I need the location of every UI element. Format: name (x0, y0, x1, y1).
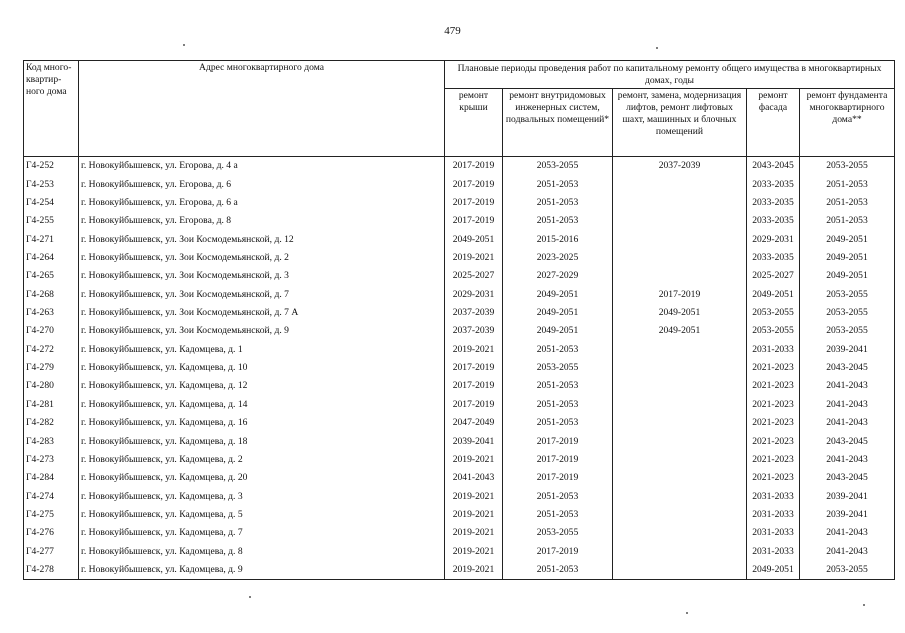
cell-facade: 2049-2051 (747, 285, 800, 303)
cell-foundation: 2051-2053 (800, 194, 895, 212)
table-row (24, 377, 895, 395)
cell-address: г. Новокуйбышевск, ул. Зои Космодемьянской, д. 7 А (79, 304, 445, 322)
cell-engineering: 2053-2055 (503, 524, 613, 542)
cell-engineering: 2023-2025 (503, 249, 613, 267)
cell-roof: 2017-2019 (445, 156, 503, 175)
cell-address: г. Новокуйбышевск, ул. Кадомцева, д. 20 (79, 469, 445, 487)
cell-foundation: 2053-2055 (800, 322, 895, 340)
cell-roof: 2041-2043 (445, 469, 503, 487)
cell-code: Г4-273 (24, 450, 79, 468)
cell-engineering: 2027-2029 (503, 267, 613, 285)
cell-code: Г4-276 (24, 524, 79, 542)
cell-elevators (613, 395, 747, 413)
cell-code: Г4-275 (24, 506, 79, 524)
cell-code: Г4-252 (24, 156, 79, 175)
cell-facade: 2033-2035 (747, 249, 800, 267)
cell-engineering: 2049-2051 (503, 285, 613, 303)
cell-facade: 2031-2033 (747, 542, 800, 560)
cell-address: г. Новокуйбышевск, ул. Кадомцева, д. 1 (79, 340, 445, 358)
cell-code: Г4-255 (24, 212, 79, 230)
cell-foundation: 2039-2041 (800, 487, 895, 505)
cell-elevators (613, 249, 747, 267)
cell-elevators (613, 414, 747, 432)
cell-roof: 2019-2021 (445, 524, 503, 542)
cell-engineering: 2017-2019 (503, 450, 613, 468)
cell-address: г. Новокуйбышевск, ул. Зои Космодемьянской, д. 3 (79, 267, 445, 285)
cell-roof: 2019-2021 (445, 450, 503, 468)
cell-engineering: 2051-2053 (503, 561, 613, 580)
table-row (24, 414, 895, 432)
cell-elevators: 2017-2019 (613, 285, 747, 303)
cell-roof: 2037-2039 (445, 322, 503, 340)
table-row (24, 285, 895, 303)
cell-engineering: 2017-2019 (503, 469, 613, 487)
cell-foundation: 2053-2055 (800, 304, 895, 322)
header-roof: ремонт крыши (445, 88, 503, 156)
cell-engineering: 2017-2019 (503, 432, 613, 450)
cell-code: Г4-278 (24, 561, 79, 580)
table-row (24, 506, 895, 524)
cell-roof: 2019-2021 (445, 487, 503, 505)
cell-facade: 2053-2055 (747, 322, 800, 340)
cell-foundation: 2049-2051 (800, 230, 895, 248)
table-row (24, 542, 895, 560)
cell-code: Г4-280 (24, 377, 79, 395)
cell-foundation: 2049-2051 (800, 267, 895, 285)
cell-elevators (613, 524, 747, 542)
cell-facade: 2021-2023 (747, 359, 800, 377)
table-row (24, 561, 895, 580)
cell-address: г. Новокуйбышевск, ул. Егорова, д. 6 а (79, 194, 445, 212)
cell-elevators (613, 432, 747, 450)
cell-foundation: 2043-2045 (800, 359, 895, 377)
cell-foundation: 2041-2043 (800, 414, 895, 432)
cell-code: Г4-281 (24, 395, 79, 413)
cell-engineering: 2051-2053 (503, 194, 613, 212)
cell-elevators (613, 377, 747, 395)
cell-code: Г4-283 (24, 432, 79, 450)
cell-facade: 2031-2033 (747, 340, 800, 358)
cell-engineering: 2051-2053 (503, 175, 613, 193)
cell-code: Г4-265 (24, 267, 79, 285)
cell-foundation: 2053-2055 (800, 285, 895, 303)
cell-facade: 2031-2033 (747, 524, 800, 542)
cell-facade: 2025-2027 (747, 267, 800, 285)
header-foundation: ремонт фундамента многоквартирного дома** (800, 88, 895, 156)
cell-code: Г4-264 (24, 249, 79, 267)
cell-roof: 2019-2021 (445, 249, 503, 267)
cell-engineering: 2051-2053 (503, 506, 613, 524)
cell-address: г. Новокуйбышевск, ул. Егорова, д. 6 (79, 175, 445, 193)
cell-facade: 2043-2045 (747, 156, 800, 175)
cell-engineering: 2051-2053 (503, 377, 613, 395)
cell-code: Г4-254 (24, 194, 79, 212)
cell-code: Г4-268 (24, 285, 79, 303)
cell-facade: 2021-2023 (747, 469, 800, 487)
cell-code: Г4-263 (24, 304, 79, 322)
table-header (24, 61, 895, 157)
cell-address: г. Новокуйбышевск, ул. Зои Космодемьянской, д. 7 (79, 285, 445, 303)
scan-speck (686, 612, 688, 614)
table-row (24, 340, 895, 358)
cell-code: Г4-284 (24, 469, 79, 487)
cell-foundation: 2039-2041 (800, 340, 895, 358)
table-row (24, 212, 895, 230)
table-row (24, 359, 895, 377)
cell-foundation: 2051-2053 (800, 175, 895, 193)
scan-speck (863, 604, 865, 606)
table-row (24, 524, 895, 542)
cell-elevators (613, 175, 747, 193)
table-row (24, 156, 895, 175)
cell-elevators: 2049-2051 (613, 322, 747, 340)
cell-foundation: 2043-2045 (800, 469, 895, 487)
table-row (24, 469, 895, 487)
cell-code: Г4-279 (24, 359, 79, 377)
cell-facade: 2033-2035 (747, 175, 800, 193)
scan-speck (249, 596, 251, 598)
page-number: 479 (444, 25, 461, 37)
cell-foundation: 2041-2043 (800, 395, 895, 413)
cell-elevators (613, 194, 747, 212)
cell-facade: 2029-2031 (747, 230, 800, 248)
table-row (24, 395, 895, 413)
table-row (24, 230, 895, 248)
cell-engineering: 2049-2051 (503, 322, 613, 340)
cell-roof: 2017-2019 (445, 395, 503, 413)
header-facade: ремонт фасада (747, 88, 800, 156)
cell-roof: 2049-2051 (445, 230, 503, 248)
cell-address: г. Новокуйбышевск, ул. Кадомцева, д. 3 (79, 487, 445, 505)
cell-facade: 2021-2023 (747, 414, 800, 432)
cell-roof: 2047-2049 (445, 414, 503, 432)
cell-roof: 2017-2019 (445, 212, 503, 230)
table-row (24, 322, 895, 340)
cell-facade: 2021-2023 (747, 377, 800, 395)
cell-address: г. Новокуйбышевск, ул. Кадомцева, д. 8 (79, 542, 445, 560)
cell-elevators (613, 542, 747, 560)
cell-elevators (613, 359, 747, 377)
cell-engineering: 2015-2016 (503, 230, 613, 248)
cell-facade: 2021-2023 (747, 395, 800, 413)
cell-foundation: 2041-2043 (800, 450, 895, 468)
cell-elevators: 2049-2051 (613, 304, 747, 322)
header-periods-group: Плановые периоды проведения работ по капитальному ремонту общего имущества в многоквартирных домах, годы (445, 61, 895, 89)
cell-code: Г4-277 (24, 542, 79, 560)
table-row (24, 175, 895, 193)
scan-speck (183, 44, 185, 46)
cell-address: г. Новокуйбышевск, ул. Зои Космодемьянской, д. 12 (79, 230, 445, 248)
cell-roof: 2019-2021 (445, 542, 503, 560)
cell-facade: 2053-2055 (747, 304, 800, 322)
cell-engineering: 2053-2055 (503, 156, 613, 175)
cell-foundation: 2041-2043 (800, 377, 895, 395)
cell-elevators (613, 506, 747, 524)
cell-address: г. Новокуйбышевск, ул. Кадомцева, д. 14 (79, 395, 445, 413)
cell-elevators (613, 230, 747, 248)
cell-address: г. Новокуйбышевск, ул. Кадомцева, д. 7 (79, 524, 445, 542)
capital-repair-table (23, 60, 895, 580)
cell-elevators (613, 267, 747, 285)
header-address: Адрес многоквартирного дома (79, 61, 445, 157)
cell-foundation: 2053-2055 (800, 156, 895, 175)
cell-elevators (613, 469, 747, 487)
cell-address: г. Новокуйбышевск, ул. Зои Космодемьянской, д. 2 (79, 249, 445, 267)
cell-facade: 2021-2023 (747, 432, 800, 450)
table-row (24, 249, 895, 267)
cell-elevators (613, 487, 747, 505)
cell-address: г. Новокуйбышевск, ул. Егорова, д. 8 (79, 212, 445, 230)
cell-address: г. Новокуйбышевск, ул. Кадомцева, д. 2 (79, 450, 445, 468)
cell-engineering: 2049-2051 (503, 304, 613, 322)
scan-speck (656, 47, 658, 49)
header-engineering: ремонт внутридомовых инженерных систем, подвальных помещений* (503, 88, 613, 156)
table-row (24, 304, 895, 322)
header-code: Код много-квартир-ного дома (24, 61, 79, 157)
cell-roof: 2037-2039 (445, 304, 503, 322)
cell-elevators (613, 450, 747, 468)
cell-roof: 2019-2021 (445, 340, 503, 358)
cell-foundation: 2051-2053 (800, 212, 895, 230)
cell-roof: 2017-2019 (445, 194, 503, 212)
cell-facade: 2049-2051 (747, 561, 800, 580)
cell-facade: 2031-2033 (747, 506, 800, 524)
table-row (24, 267, 895, 285)
cell-address: г. Новокуйбышевск, ул. Кадомцева, д. 16 (79, 414, 445, 432)
cell-facade: 2031-2033 (747, 487, 800, 505)
cell-elevators (613, 561, 747, 580)
cell-engineering: 2051-2053 (503, 340, 613, 358)
cell-engineering: 2051-2053 (503, 487, 613, 505)
table-row (24, 450, 895, 468)
cell-address: г. Новокуйбышевск, ул. Кадомцева, д. 18 (79, 432, 445, 450)
table-row (24, 487, 895, 505)
table-body (24, 156, 895, 579)
cell-address: г. Новокуйбышевск, ул. Зои Космодемьянской, д. 9 (79, 322, 445, 340)
cell-foundation: 2043-2045 (800, 432, 895, 450)
cell-foundation: 2039-2041 (800, 506, 895, 524)
cell-address: г. Новокуйбышевск, ул. Кадомцева, д. 9 (79, 561, 445, 580)
cell-engineering: 2053-2055 (503, 359, 613, 377)
cell-address: г. Новокуйбышевск, ул. Егорова, д. 4 а (79, 156, 445, 175)
cell-code: Г4-272 (24, 340, 79, 358)
header-elevators: ремонт, замена, модернизация лифтов, ремонт лифтовых шахт, машинных и блочных помещений (613, 88, 747, 156)
cell-address: г. Новокуйбышевск, ул. Кадомцева, д. 12 (79, 377, 445, 395)
cell-code: Г4-271 (24, 230, 79, 248)
cell-elevators (613, 340, 747, 358)
cell-roof: 2017-2019 (445, 175, 503, 193)
cell-code: Г4-274 (24, 487, 79, 505)
cell-address: г. Новокуйбышевск, ул. Кадомцева, д. 10 (79, 359, 445, 377)
cell-address: г. Новокуйбышевск, ул. Кадомцева, д. 5 (79, 506, 445, 524)
cell-roof: 2017-2019 (445, 359, 503, 377)
cell-roof: 2019-2021 (445, 561, 503, 580)
cell-foundation: 2053-2055 (800, 561, 895, 580)
cell-elevators: 2037-2039 (613, 156, 747, 175)
cell-facade: 2033-2035 (747, 212, 800, 230)
cell-foundation: 2049-2051 (800, 249, 895, 267)
cell-foundation: 2041-2043 (800, 524, 895, 542)
cell-roof: 2019-2021 (445, 506, 503, 524)
table-row (24, 432, 895, 450)
cell-facade: 2033-2035 (747, 194, 800, 212)
cell-facade: 2021-2023 (747, 450, 800, 468)
cell-engineering: 2051-2053 (503, 212, 613, 230)
cell-code: Г4-270 (24, 322, 79, 340)
cell-roof: 2017-2019 (445, 377, 503, 395)
cell-engineering: 2017-2019 (503, 542, 613, 560)
cell-code: Г4-253 (24, 175, 79, 193)
cell-foundation: 2041-2043 (800, 542, 895, 560)
cell-roof: 2029-2031 (445, 285, 503, 303)
cell-engineering: 2051-2053 (503, 414, 613, 432)
cell-elevators (613, 212, 747, 230)
cell-roof: 2025-2027 (445, 267, 503, 285)
table-row (24, 194, 895, 212)
cell-code: Г4-282 (24, 414, 79, 432)
cell-engineering: 2051-2053 (503, 395, 613, 413)
cell-roof: 2039-2041 (445, 432, 503, 450)
